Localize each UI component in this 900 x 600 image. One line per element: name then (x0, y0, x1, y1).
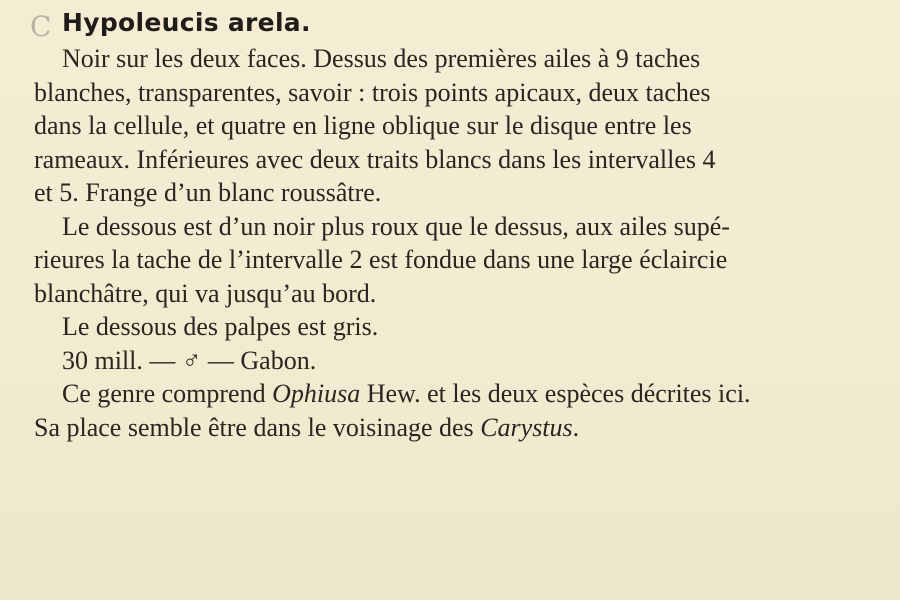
p1-line-5: et 5. Frange d’un blanc roussâtre. (34, 178, 382, 207)
p1-line-4: rameaux. Inférieures avec deux traits blancs dans les intervalles 4 (34, 144, 716, 174)
margin-mark: C (30, 10, 52, 43)
p1-line-1: Noir sur les deux faces. Dessus des premières ailes à 9 taches (62, 44, 701, 73)
p5-line-1-pre: Ce genre comprend (62, 379, 273, 408)
p5-line-1-post: Hew. et les deux espèces décrites ici. (360, 379, 751, 408)
genus-carystus: Carystus (480, 412, 573, 442)
p2-line-2: rieures la tache de l’intervalle 2 est fondue dans une large éclaircie (34, 245, 728, 274)
p1-line-2: blanches, transparentes, savoir : trois points apicaux, deux taches (34, 77, 711, 107)
p3-line: Le dessous des palpes est gris. (62, 312, 379, 341)
p4-line: 30 mill. — ♂ — Gabon. (62, 345, 317, 375)
p5-line-2-post: . (572, 412, 580, 442)
p2-line-3: blanchâtre, qui va jusqu’au bord. (34, 278, 377, 308)
p2-line-1: Le dessous est d’un noir plus roux que le dessus, aux ailes supé- (62, 211, 730, 241)
p5-line-1 (34, 377, 854, 411)
p5-line-2-pre: Sa place semble être dans le voisinage des (34, 412, 481, 442)
genus-ophiusa: Ophiusa (272, 379, 361, 408)
species-heading: Hypoleucis arela. (62, 8, 311, 37)
p5-line-2 (34, 411, 854, 445)
description-text (34, 42, 854, 444)
p1-line-3: dans la cellule, et quatre en ligne oblique sur le disque entre les (34, 111, 692, 140)
